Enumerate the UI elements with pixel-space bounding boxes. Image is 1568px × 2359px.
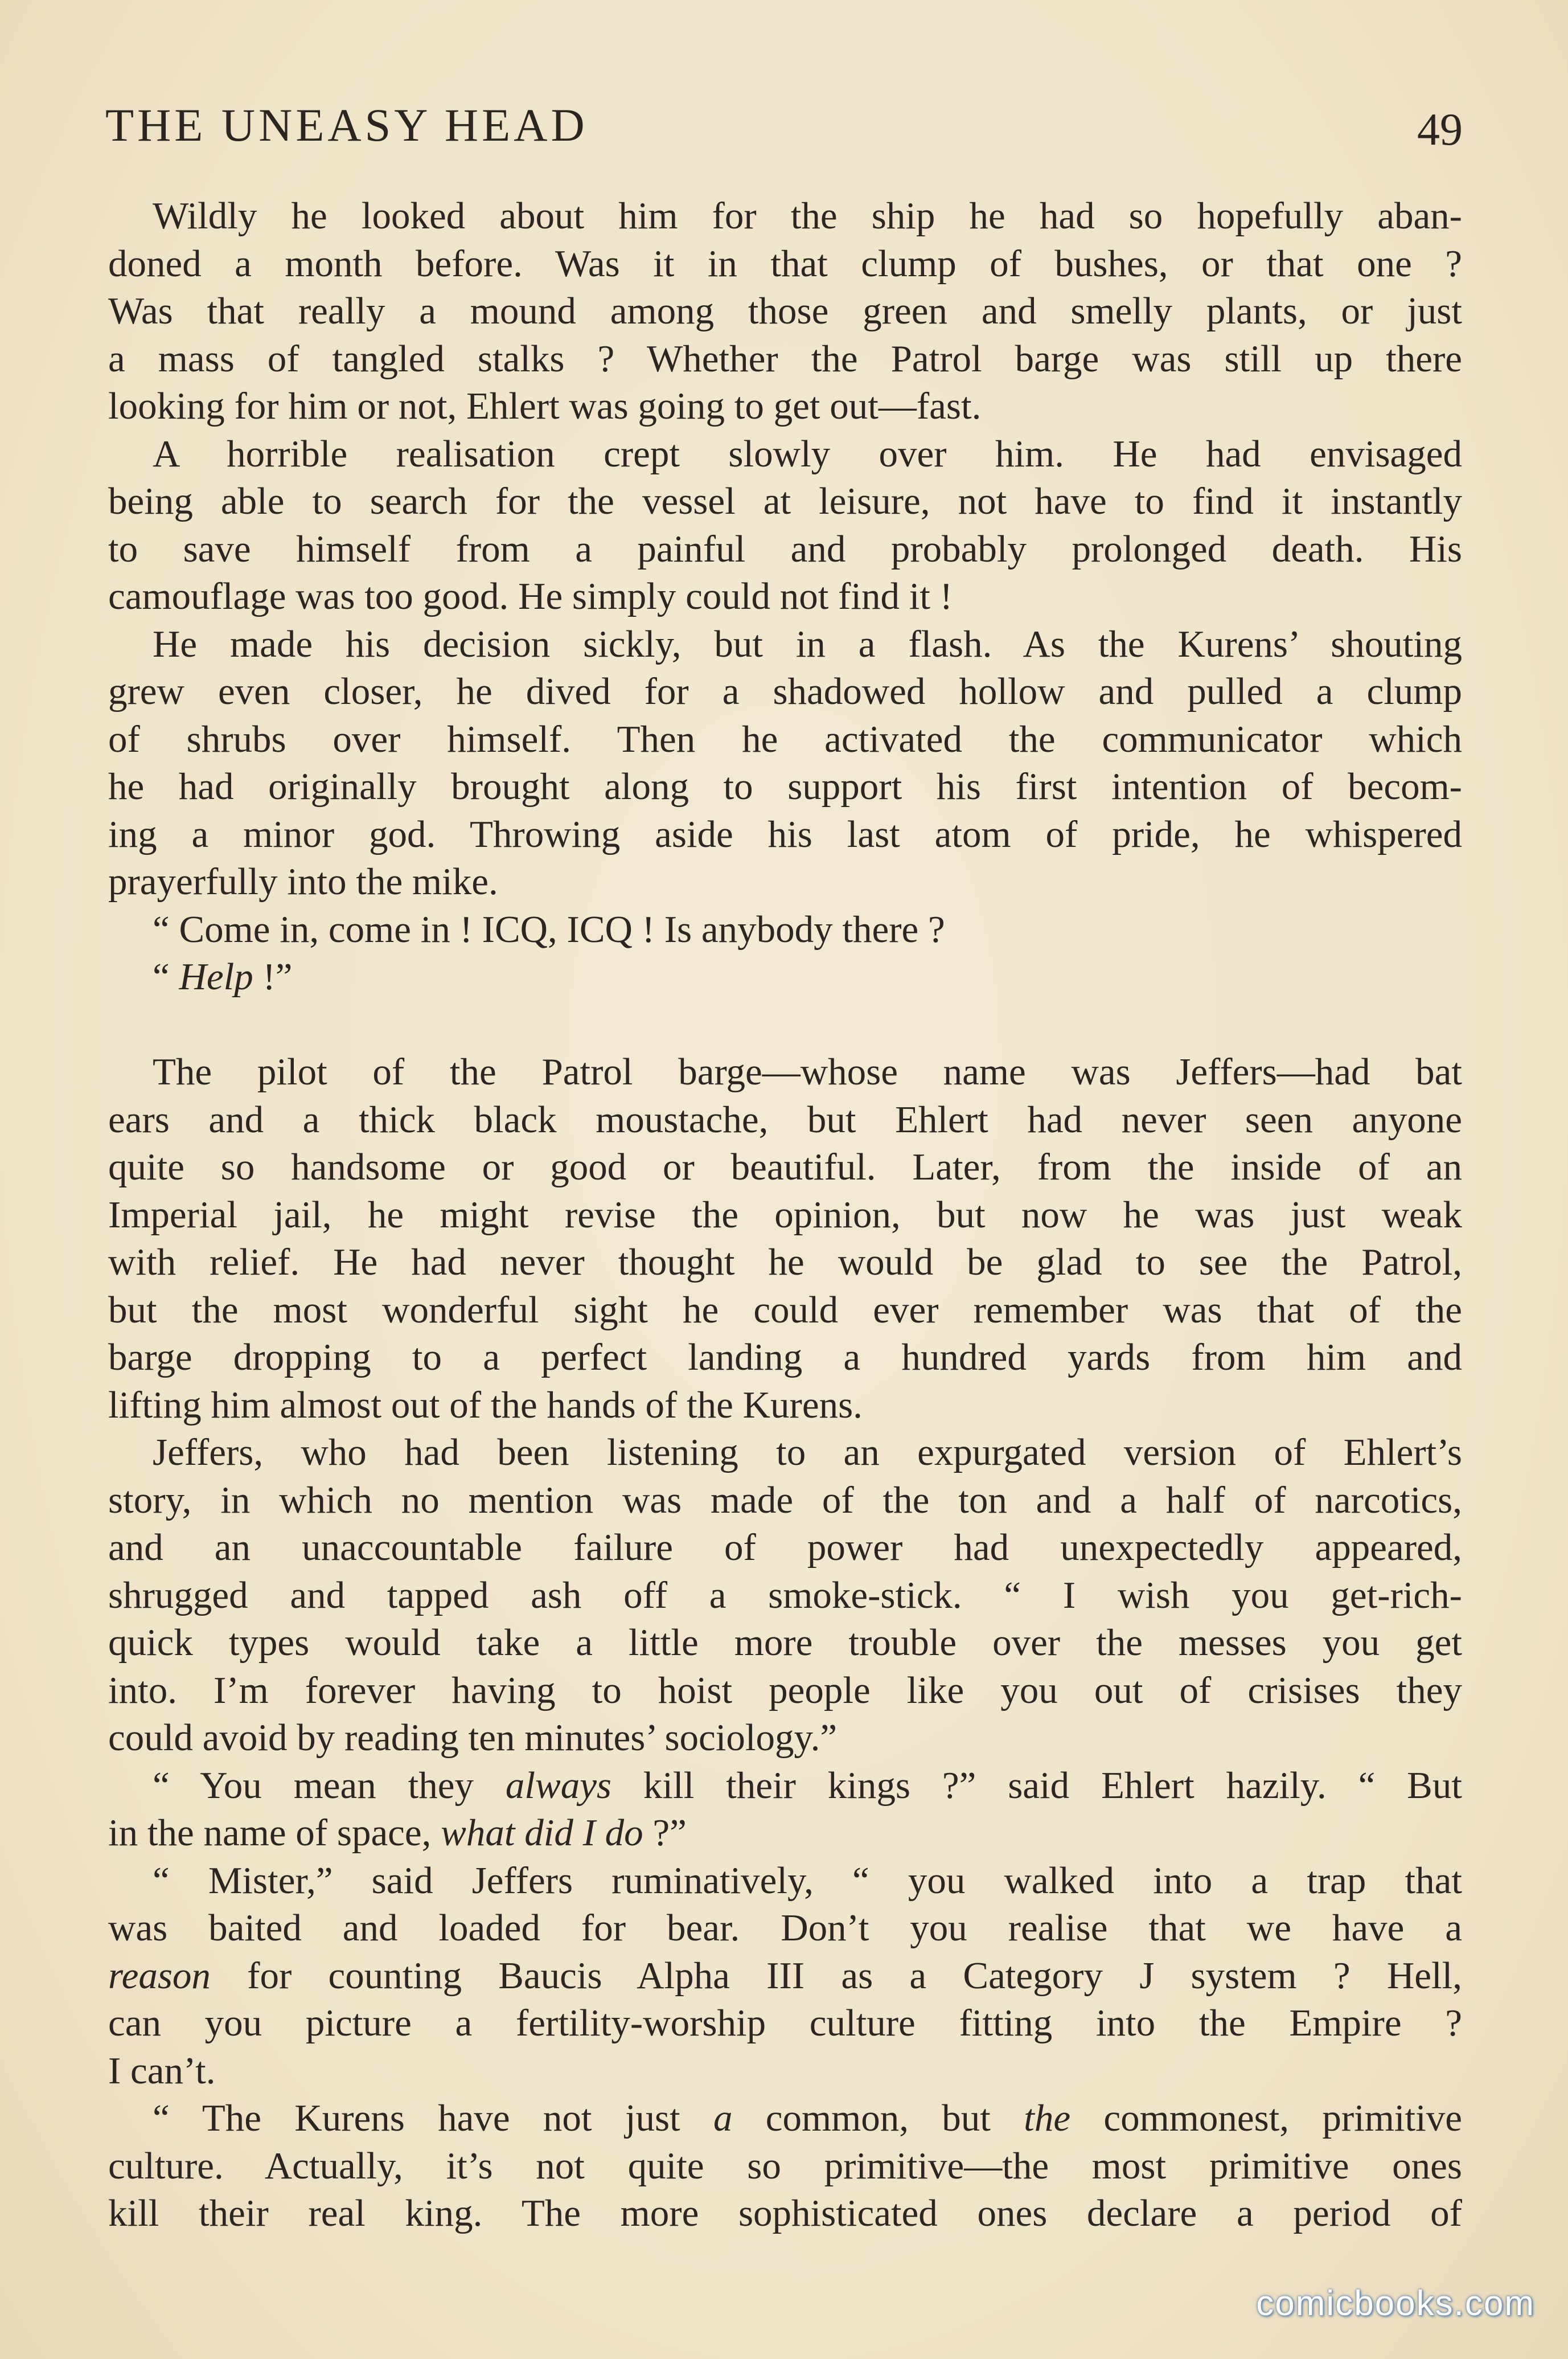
text-line: barge dropping to a perfect landing a hundred yards from him and <box>108 1336 1462 1378</box>
text-line: in the name of space, what did I do ?” <box>108 1812 687 1854</box>
text-line: doned a month before. Was it in that clump of bushes, or that one ? <box>108 242 1462 285</box>
text-line: “ Mister,” said Jeffers ruminatively, “ you walked into a trap that <box>153 1859 1462 1902</box>
text-line: but the most wonderful sight he could ever remember was that of the <box>108 1288 1462 1331</box>
text-line: and an unaccountable failure of power had unexpectedly appeared, <box>108 1526 1462 1568</box>
text-line: to save himself from a painful and probably prolonged death. His <box>108 527 1462 570</box>
text-line: grew even closer, he dived for a shadowed hollow and pulled a clump <box>108 670 1462 712</box>
text-line: of shrubs over himself. Then he activated the communicator which <box>108 718 1462 760</box>
text-line: Wildly he looked about him for the ship he had so hopefully aban- <box>153 195 1462 237</box>
text-line: kill their real king. The more sophisticated ones declare a period of <box>108 2192 1462 2234</box>
text-line: shrugged and tapped ash off a smoke-stick. “ I wish you get-rich- <box>108 1574 1462 1616</box>
text-line: being able to search for the vessel at leisure, not have to find it instantly <box>108 480 1462 522</box>
text-line: A horrible realisation crept slowly over him. He had envisaged <box>153 432 1462 475</box>
running-title: THE UNEASY HEAD <box>105 99 588 151</box>
text-line: reason for counting Baucis Alpha III as a Category J system ? Hell, <box>108 1954 1462 1997</box>
text-line: can you picture a fertility-worship culture fitting into the Empire ? <box>108 2002 1462 2044</box>
text-line: ears and a thick black moustache, but Ehlert had never seen anyone <box>108 1098 1462 1141</box>
text-line: camouflage was too good. He simply could not find it ! <box>108 575 953 617</box>
text-line: could avoid by reading ten minutes’ sociology.” <box>108 1717 838 1759</box>
text-line: was baited and loaded for bear. Don’t you realise that we have a <box>108 1907 1462 1949</box>
text-line: culture. Actually, it’s not quite so primitive—the most primitive ones <box>108 2144 1462 2187</box>
text-line: a mass of tangled stalks ? Whether the Patrol barge was still up there <box>108 337 1462 380</box>
running-head <box>105 94 1463 157</box>
section-break <box>108 1001 1462 1049</box>
text-line: lifting him almost out of the hands of the Kurens. <box>108 1383 863 1426</box>
text-line: “ You mean they always kill their kings ?” said Ehlert hazily. “ But <box>153 1764 1462 1807</box>
text-line: he had originally brought along to support his first intention of becom- <box>108 765 1462 808</box>
text-line: Imperial jail, he might revise the opinion, but now he was just weak <box>108 1193 1462 1236</box>
text-line: story, in which no mention was made of the ton and a half of narcotics, <box>108 1479 1462 1521</box>
text-line: Jeffers, who had been listening to an expurgated version of Ehlert’s <box>153 1431 1462 1473</box>
text-line: looking for him or not, Ehlert was going to get out—fast. <box>108 385 982 427</box>
text-line: quite so handsome or good or beautiful. Later, from the inside of an <box>108 1146 1462 1188</box>
page-number: 49 <box>1417 105 1463 155</box>
watermark-logo: comicbooks.com <box>1256 2284 1535 2323</box>
text-line: “ Help !” <box>153 956 293 998</box>
text-line: I can’t. <box>108 2049 216 2092</box>
text-line: He made his decision sickly, but in a flash. As the Kurens’ shouting <box>153 622 1462 665</box>
text-line: “ Come in, come in ! ICQ, ICQ ! Is anybody there ? <box>153 908 945 951</box>
text-line: “ The Kurens have not just a common, but the commonest, primitive <box>153 2097 1462 2139</box>
text-line: Was that really a mound among those green and smelly plants, or just <box>108 290 1462 332</box>
text-line: with relief. He had never thought he would be glad to see the Patrol, <box>108 1241 1462 1283</box>
text-line: ing a minor god. Throwing aside his last atom of pride, he whispered <box>108 813 1462 855</box>
text-line: The pilot of the Patrol barge—whose name was Jeffers—had bat <box>153 1051 1462 1093</box>
text-line: quick types would take a little more trouble over the messes you get <box>108 1621 1462 1664</box>
text-line: prayerfully into the mike. <box>108 861 498 903</box>
text-line: into. I’m forever having to hoist people like you out of crisises they <box>108 1669 1462 1711</box>
body-text <box>108 193 1462 2238</box>
